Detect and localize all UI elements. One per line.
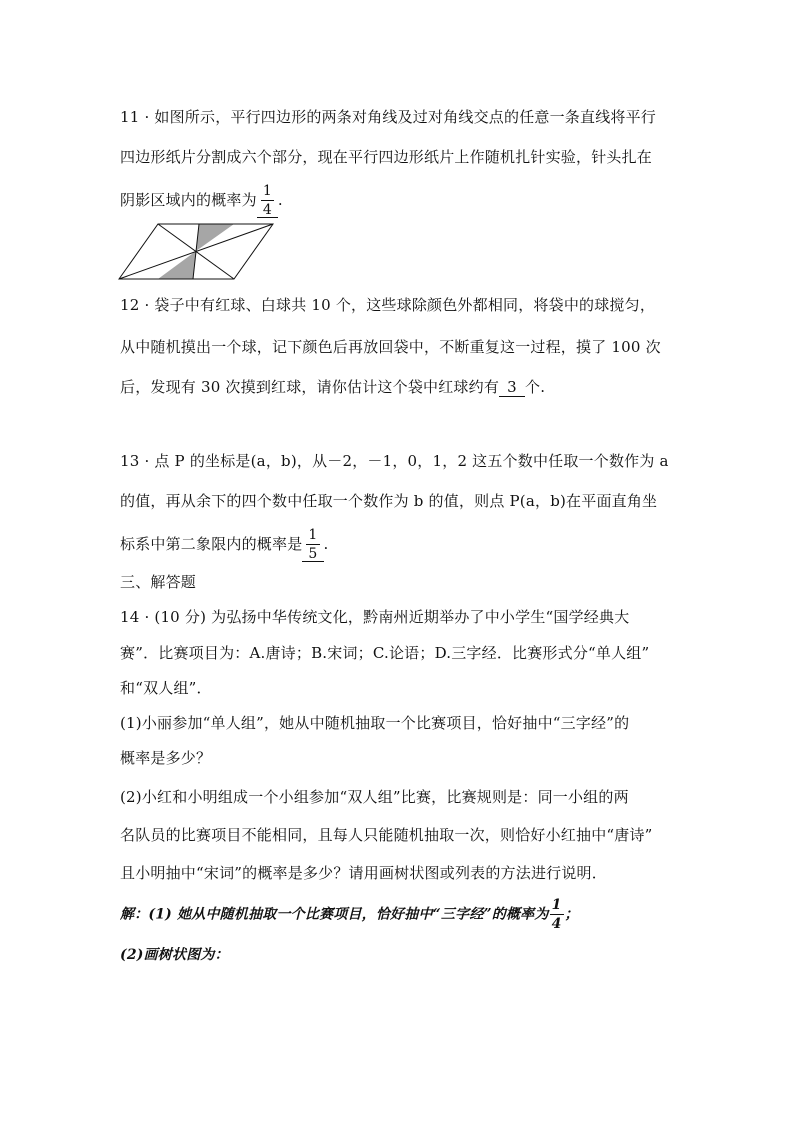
q14-part1-line-1: (1)小丽参加“单人组”，她从中随机抽取一个比赛项目，恰好抽中“三字经”的 <box>120 714 630 732</box>
q11-answer-denominator: 4 <box>262 202 272 218</box>
solution-part1-fraction <box>550 898 564 931</box>
q12-line-3-end: 个. <box>525 378 546 396</box>
q14-part2-line-2: 名队员的比赛项目不能相同，且每人只能随机抽取一次，则恰好小红抽中“唐诗” <box>120 826 653 844</box>
q13-answer-denominator: 5 <box>308 546 318 562</box>
parallelogram-figure <box>118 222 276 282</box>
q13-line-3 <box>120 528 328 562</box>
shaded-region-upper <box>196 224 234 251</box>
q14-line-1: 14 · (10 分) 为弘扬中华传统文化，黔南州近期举办了中小学生“国学经典大 <box>120 608 630 626</box>
q11-answer-numerator: 1 <box>262 183 272 199</box>
q13-line-3-end: . <box>323 535 329 553</box>
solution-fraction-denominator: 4 <box>551 916 562 932</box>
q11-line-2: 四边形纸片分割成六个部分，现在平行四边形纸片上作随机扎针实验，针头扎在 <box>120 148 653 166</box>
q11-line-3 <box>120 184 283 218</box>
shaded-region-lower <box>158 251 196 279</box>
section-heading: 三、解答题 <box>120 573 197 591</box>
solution-fraction-numerator: 1 <box>551 897 562 913</box>
q14-line-3: 和“双人组”． <box>120 679 212 697</box>
q13-line-1: 13 · 点 P 的坐标是(a，b)，从－2，－1，0，1，2 这五个数中任取一个数作为 a <box>120 452 669 470</box>
q12-line-3-text: 后，发现有 30 次摸到红球，请你估计这个袋中红球约有 <box>120 378 500 396</box>
solution-part1-text: 解：(1) 她从中随机抽取一个比赛项目，恰好抽中“三字经”的概率为 <box>120 906 549 923</box>
q14-part2-line-1: (2)小红和小明组成一个小组参加“双人组”比赛，比赛规则是：同一小组的两 <box>120 788 629 806</box>
q12-answer: 3 <box>499 378 525 397</box>
q12-line-1: 12 · 袋子中有红球、白球共 10 个，这些球除颜色外都相同，将袋中的球搅匀， <box>120 296 656 314</box>
q13-line-3-text: 标系中第二象限内的概率是 <box>120 535 303 553</box>
q11-line-3-end: . <box>277 191 283 209</box>
q14-part2-line-3: 且小明抽中“宋词”的概率是多少？请用画树状图或列表的方法进行说明． <box>120 864 607 882</box>
q12-line-3 <box>120 376 545 397</box>
q11-line-1: 11 · 如图所示，平行四边形的两条对角线及过对角线交点的任意一条直线将平行 <box>120 108 656 126</box>
q14-part1-line-2: 概率是多少？ <box>120 749 212 767</box>
solution-part1-end: ； <box>564 906 579 923</box>
q13-answer-numerator: 1 <box>308 527 318 543</box>
q12-line-2: 从中随机摸出一个球，记下颜色后再放回袋中，不断重复这一过程，摸了 100 次 <box>120 338 661 356</box>
q13-answer <box>302 528 323 562</box>
cross-line <box>193 224 199 279</box>
solution-line-1 <box>120 898 579 931</box>
q11-answer <box>257 184 278 218</box>
solution-line-2: (2)画树状图为： <box>120 947 229 963</box>
q11-line-3-text: 阴影区域内的概率为 <box>120 191 257 209</box>
q14-line-2: 赛”．比赛项目为：A.唐诗；B.宋词；C.论语；D.三字经．比赛形式分“单人组” <box>120 644 650 662</box>
q13-line-2: 的值，再从余下的四个数中任取一个数作为 b 的值，则点 P(a，b)在平面直角坐 <box>120 492 658 510</box>
